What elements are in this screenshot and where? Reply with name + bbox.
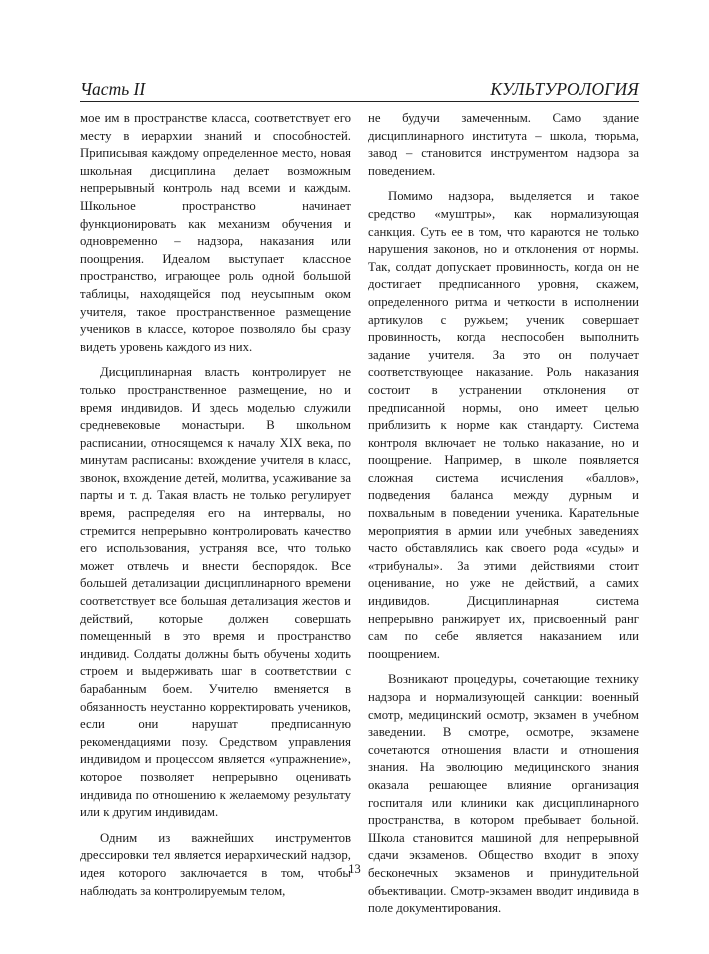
paragraph: Возникают процедуры, сочетающие технику надзора и нормализующей санкции: военный смотр, медицинский осмотр, экзамен в учебном заведении. В смотре, осмотре, экзамене сочетаются отношения власти и отношения знания. На эволюцию медицинского знания оказала решающее влияние организация госпиталя или клиники как дисциплинарного пространства, в котором пребывает больной. Школа становится машиной для непрерывной сдачи экзаменов. Общество входит в эпоху бесконечных экзаменов и принудительной объективации. Смотр-экзамен вводит индивида в поле документирования. [368,672,639,916]
section-title: КУЛЬТУРОЛОГИЯ [490,78,639,99]
paragraph: Помимо надзора, выделяется и такое средство «муштры», как нормализующая санкция. Суть ее в том, что караются не только нарушения законов, но и отклонения от нормы. Так, солдат допускает провинность, когда он не достигает предписанного уровня, скажем, определенного ритма и четкости в исполнении артикулов с ружьем; ученик совершает провинность, когда неспособен выполнить задание учителя. За это он получает соответствующее наказание. Роль наказания состоит в устранении отклонения от предписанной нормы, оно имеет целью приблизить к норме как стандарту. Система контроля включает не только наказание, но и поощрение. Например, в школе появляется сложная система исчисления «баллов», подведения баланса между дурным и похвальным в поведении ученика. Карательные мероприятия в армии или учебных заведениях часто обставлялись как своего рода «суды» и «трибуналы». За этими действиями стоит оценивание, но уже не действий, а самих индивидов. Дисциплинарная система непрерывно ранжирует их, присвоенный ранг сам по себе является наказанием или поощрением. [368,189,639,661]
right-column [368,110,639,918]
page-number: 13 [348,862,361,876]
paragraph: Дисциплинарная власть контролирует не только пространственное размещение, но и время индивидов. И здесь моделью служили средневековые монастыри. В школьном расписании, относящемся к началу XIX века, по минутам расписаны: вхождение учителя в класс, звонок, вхождение детей, молитва, усаживание за парты и т. д. Такая власть не только регулирует время, распределяя его на интервалы, но стремится непрерывно контролировать качество его использования, устраняя все, что только может отвлечь и внести беспорядок. Все большей детализации дисциплинарного времени соответствует все большая детализация жестов и действий, которые должен совершать помещенный в это время и пространство индивид. Солдаты должны быть обучены ходить строем и выдерживать шаг в соответствии с барабанным боем. Учителю вменяется в обязанность неустанно корректировать учеников, если они нарушат предписанную рекомендациями позу. Средством управления индивидом и процессом является «упражнение», которое позволяет непрерывно оценивать индивида по отношению к желаемому результату или к другим индивидам. [80,365,351,820]
paragraph: не будучи замеченным. Само здание дисциплинарного института – школа, тюрьма, завод – становится инструментом надзора за поведением. [368,111,639,178]
paragraph: Одним из важнейших инструментов дрессировки тел является иерархический надзор, идея которого заключается в том, чтобы наблюдать за контролируемым телом, [80,830,351,898]
paragraph: мое им в пространстве класса, соответствует его месту в иерархии знаний и способностей. Приписывая каждому определенное место, новая школьная дисциплина делает возможным непрерывный контроль над всеми и каждым. Школьное пространство начинает функционировать как механизм обучения и одновременно – надзора, наказания или поощрения. Идеалом выступает классное пространство, играющее роль одной большой таблицы, находящейся под неусыпным оком учителя, такое пространственное размещение учеников в классе, которое позволяло бы сразу видеть уровень каждого из них. [80,111,351,354]
running-header [80,77,639,102]
part-label: Часть II [80,78,146,99]
left-column [80,110,351,900]
